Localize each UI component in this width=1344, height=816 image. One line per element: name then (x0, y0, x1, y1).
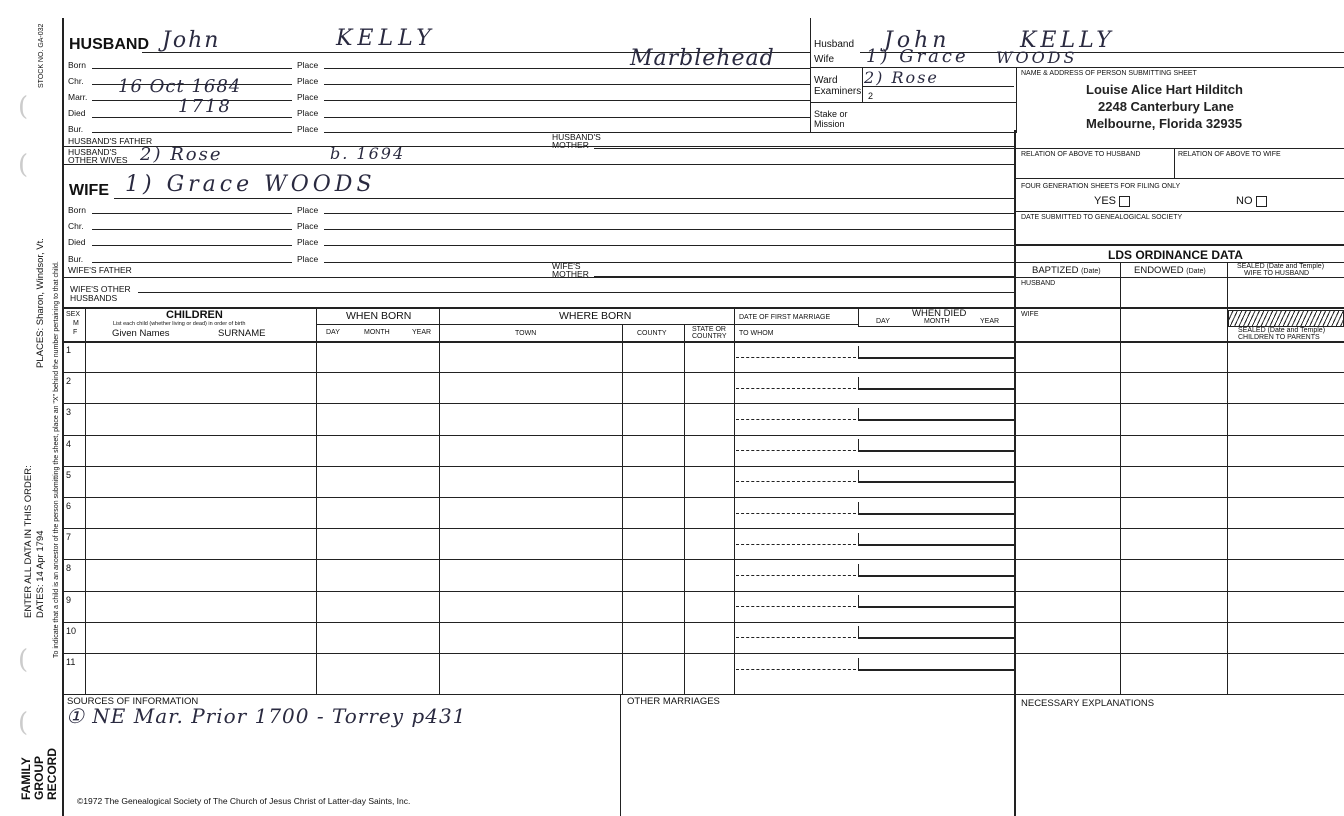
first-marriage-date-line (736, 637, 856, 638)
wife-name[interactable]: 1) Grace WOODS (125, 172, 376, 197)
first-marriage-date-line (736, 513, 856, 514)
child-row-number: 11 (66, 657, 76, 667)
child-row-number: 2 (66, 376, 72, 387)
sex-m-label: M (73, 320, 79, 327)
surname-label: SURNAME (218, 328, 266, 339)
husband-marr-place[interactable]: Marblehead (630, 46, 775, 71)
lds-baptized-label (1032, 266, 1101, 276)
punch-hole-2: ( (18, 150, 29, 180)
died-month-label: MONTH (924, 318, 950, 325)
child-name-cell[interactable] (86, 653, 316, 684)
submitter-street[interactable]: 2248 Canterbury Lane (1098, 99, 1234, 114)
child-name-cell[interactable] (86, 403, 316, 434)
husband-label: HUSBAND (69, 36, 149, 53)
wife-bur-label: Bur. (68, 254, 84, 264)
endowed-sub: (Date) (1186, 268, 1206, 275)
husband-died-place-label: Place (297, 108, 319, 118)
husband-died-label: Died (68, 108, 86, 118)
punch-hole-4: ( (18, 708, 29, 738)
when-died-bracket (858, 408, 859, 419)
first-marriage-date-line (736, 357, 856, 358)
child-name-cell[interactable] (86, 497, 316, 528)
first-marriage-date-line (736, 419, 856, 420)
first-marriage-date-line (736, 606, 856, 607)
date-submitted-label: DATE SUBMITTED TO GENEALOGICAL SOCIETY (1021, 214, 1183, 221)
children-label: CHILDREN (166, 309, 223, 321)
husband-marr-place-label: Place (297, 92, 319, 102)
first-marriage-date-line (736, 669, 856, 670)
rel-wife-label: RELATION OF ABOVE TO WIFE (1178, 151, 1281, 158)
husband-other-wives-label-1: HUSBAND'S (68, 147, 117, 157)
husband-born-place-label: Place (297, 60, 319, 70)
child-name-cell[interactable] (86, 372, 316, 403)
sources-label: SOURCES OF INFORMATION (67, 696, 199, 707)
punch-hole-1: ( (18, 92, 29, 122)
summary-husband-label: Husband (814, 39, 855, 50)
when-died-line (858, 637, 1014, 639)
when-died-bracket (858, 470, 859, 481)
when-died-bracket (858, 439, 859, 450)
wife-chr-label: Chr. (68, 221, 84, 231)
when-died-line (858, 575, 1014, 577)
when-died-line (858, 388, 1014, 390)
no-option[interactable] (1236, 195, 1267, 208)
sources-value[interactable]: ① NE Mar. Prior 1700 - Torrey p431 (66, 704, 467, 728)
necessary-explanations-label: NECESSARY EXPLANATIONS (1021, 698, 1155, 709)
summary-examiners-label: Examiners (814, 86, 862, 97)
summary-ward-label: Ward (814, 75, 838, 86)
children-sub-label: List each child (whether living or dead) in order of birth (113, 321, 246, 327)
when-died-bracket (858, 595, 859, 606)
yes-checkbox[interactable] (1119, 196, 1130, 207)
where-born-label: WHERE BORN (559, 310, 632, 322)
child-row-number: 3 (66, 407, 72, 418)
wife-chr-place-label: Place (297, 221, 319, 231)
wife-bur-place-label: Place (297, 254, 319, 264)
when-died-line (858, 669, 1014, 671)
child-row-number: 10 (66, 625, 77, 636)
died-day-label: DAY (876, 318, 890, 325)
when-died-bracket (858, 658, 859, 669)
baptized-sub: (Date) (1081, 268, 1101, 275)
born-day-label: DAY (326, 329, 340, 336)
when-died-bracket (858, 564, 859, 575)
husband-died-date[interactable]: 1718 (178, 96, 232, 117)
left-border (62, 18, 64, 816)
stock-number: STOCK NO. GA-032 (38, 23, 45, 88)
child-row-number: 7 (66, 532, 72, 543)
record-title-1: FAMILY (19, 757, 33, 800)
baptized-text: BAPTIZED (1032, 265, 1079, 276)
summary-stake-label-1: Stake or (814, 109, 848, 119)
submitter-city[interactable]: Melbourne, Florida 32935 (1086, 116, 1243, 131)
summary-ward-value[interactable]: 2) Rose (864, 68, 939, 87)
state-label-2: COUNTRY (692, 333, 727, 340)
lds-endowed-label (1134, 266, 1206, 276)
lds-title: LDS ORDINANCE DATA (1108, 248, 1243, 262)
copyright: ©1972 The Genealogical Society of The Church of Jesus Christ of Latter-day Saints, Inc. (77, 796, 411, 806)
child-row-number: 9 (66, 594, 72, 605)
husband-chr-label: Chr. (68, 76, 84, 86)
child-row-number: 8 (66, 563, 72, 574)
to-whom-label: TO WHOM (739, 330, 774, 337)
side-instruction: To indicate that a child is an ancestor of the person submitting the sheet, place an "X" behind the number pertaining to that child. (53, 261, 60, 658)
husband-born-label: Born (68, 60, 86, 70)
when-born-label: WHEN BORN (346, 310, 412, 322)
summary-husband-given[interactable]: John (884, 28, 951, 53)
lds-sealed-wife-label-2: WIFE TO HUSBAND (1244, 270, 1310, 277)
record-title-2: GROUP (32, 755, 46, 800)
right-divider (1014, 130, 1016, 816)
husband-bur-label: Bur. (68, 124, 84, 134)
summary-divider (810, 18, 811, 132)
given-names-label: Given Names (112, 328, 170, 339)
child-name-cell[interactable] (86, 591, 316, 622)
wife-father-label: WIFE'S FATHER (68, 265, 132, 275)
sex-label: SEX (66, 311, 81, 318)
other-marriages-label: OTHER MARRIAGES (627, 696, 720, 707)
county-label: COUNTY (637, 330, 667, 337)
wife-died-place-label: Place (297, 237, 319, 247)
sex-f-label: F (73, 329, 78, 336)
town-label: TOWN (515, 330, 537, 337)
when-died-bracket (858, 346, 859, 357)
wife-other-husbands-label-2: HUSBANDS (70, 293, 118, 303)
child-name-cell[interactable] (86, 559, 316, 590)
state-label-1: STATE OR (692, 326, 726, 333)
husband-other-wives-value[interactable]: 2) Rose (140, 144, 223, 165)
summary-wife-label: Wife (814, 54, 834, 65)
child-row-number: 4 (66, 438, 72, 449)
submitter-name[interactable]: Louise Alice Hart Hilditch (1086, 82, 1243, 97)
lds-sealed-children-label-2: CHILDREN TO PARENTS (1238, 334, 1320, 341)
first-marriage-label: DATE OF FIRST MARRIAGE (739, 314, 831, 321)
rel-husband-label: RELATION OF ABOVE TO HUSBAND (1021, 151, 1141, 158)
when-died-line (858, 419, 1014, 421)
lds-husband-label: HUSBAND (1021, 280, 1056, 287)
when-died-bracket (858, 502, 859, 513)
summary-stake-label-2: Mission (814, 119, 845, 129)
wife-label: WIFE (69, 182, 109, 199)
husband-mother-label-1: HUSBAND'S (552, 132, 601, 142)
child-name-cell[interactable] (86, 466, 316, 497)
when-died-line (858, 357, 1014, 359)
child-name-cell[interactable] (86, 622, 316, 653)
submitter-label: NAME & ADDRESS OF PERSON SUBMITTING SHEET (1021, 70, 1197, 77)
child-name-cell[interactable] (86, 528, 316, 559)
when-died-bracket (858, 533, 859, 544)
when-died-line (858, 450, 1014, 452)
summary-wife-value[interactable]: 1) Grace (866, 46, 969, 67)
when-died-bracket (858, 626, 859, 637)
husband-father-label: HUSBAND'S FATHER (68, 136, 153, 146)
wife-other-husbands-label-1: WIFE'S OTHER (70, 284, 131, 294)
lds-hatched-box (1228, 310, 1344, 327)
died-year-label: YEAR (980, 318, 1000, 325)
first-marriage-date-line (736, 388, 856, 389)
husband-mother-label-2: MOTHER (552, 140, 589, 150)
no-label: NO (1236, 195, 1253, 207)
lds-sealed-children-label-1: SEALED (Date and Temple) (1238, 327, 1326, 334)
husband-given-name[interactable]: John (162, 28, 221, 53)
husband-chr-place-label: Place (297, 76, 319, 86)
wife-born-label: Born (68, 205, 86, 215)
when-died-line (858, 481, 1014, 483)
husband-marr-label: Marr. (68, 92, 88, 102)
wife-mother-label-1: WIFE'S (552, 261, 581, 271)
child-row-number: 1 (66, 345, 72, 355)
endowed-text: ENDOWED (1134, 265, 1184, 276)
first-marriage-date-line (736, 450, 856, 451)
husband-other-wives-label-2: OTHER WIVES (68, 155, 128, 165)
four-gen-label: FOUR GENERATION SHEETS FOR FILING ONLY (1021, 183, 1181, 190)
when-died-line (858, 544, 1014, 546)
lds-sealed-wife-label-1: SEALED (Date and Temple) (1237, 263, 1325, 270)
wife-born-place-label: Place (297, 205, 319, 215)
side-enter-order: ENTER ALL DATA IN THIS ORDER: (23, 465, 34, 618)
when-died-bracket (858, 377, 859, 388)
when-died-label: WHEN DIED (912, 308, 967, 319)
first-marriage-date-line (736, 544, 856, 545)
child-row-number: 5 (66, 469, 72, 480)
yes-option[interactable] (1094, 195, 1130, 208)
first-marriage-date-line (736, 575, 856, 576)
first-marriage-date-line (736, 481, 856, 482)
wife-died-label: Died (68, 237, 86, 247)
husband-marr-date[interactable]: 16 Oct 1684 (118, 76, 242, 97)
punch-hole-3: ( (18, 645, 29, 675)
when-died-line (858, 606, 1014, 608)
when-died-line (858, 513, 1014, 515)
record-title-3: RECORD (45, 747, 59, 800)
wife-mother-label-2: MOTHER (552, 269, 589, 279)
summary-wife-surname[interactable]: WOODS (996, 48, 1078, 67)
husband-other-wives-birth[interactable]: b. 1694 (330, 144, 406, 163)
side-places: PLACES: Sharon, Windsor, Vt. (35, 238, 46, 368)
lds-wife-label: WIFE (1021, 311, 1039, 318)
born-month-label: MONTH (364, 329, 390, 336)
born-year-label: YEAR (412, 329, 432, 336)
child-row-number: 6 (66, 501, 72, 511)
child-name-cell[interactable] (86, 435, 316, 466)
no-checkbox[interactable] (1256, 196, 1267, 207)
summary-examiners-value[interactable]: 2 (868, 91, 874, 101)
child-name-cell[interactable] (86, 341, 316, 372)
side-dates: DATES: 14 Apr 1794 (35, 530, 46, 618)
husband-bur-place-label: Place (297, 124, 319, 134)
husband-surname[interactable]: KELLY (336, 26, 436, 51)
summary-husband-surname[interactable]: KELLY (1020, 28, 1115, 53)
yes-label: YES (1094, 195, 1117, 207)
